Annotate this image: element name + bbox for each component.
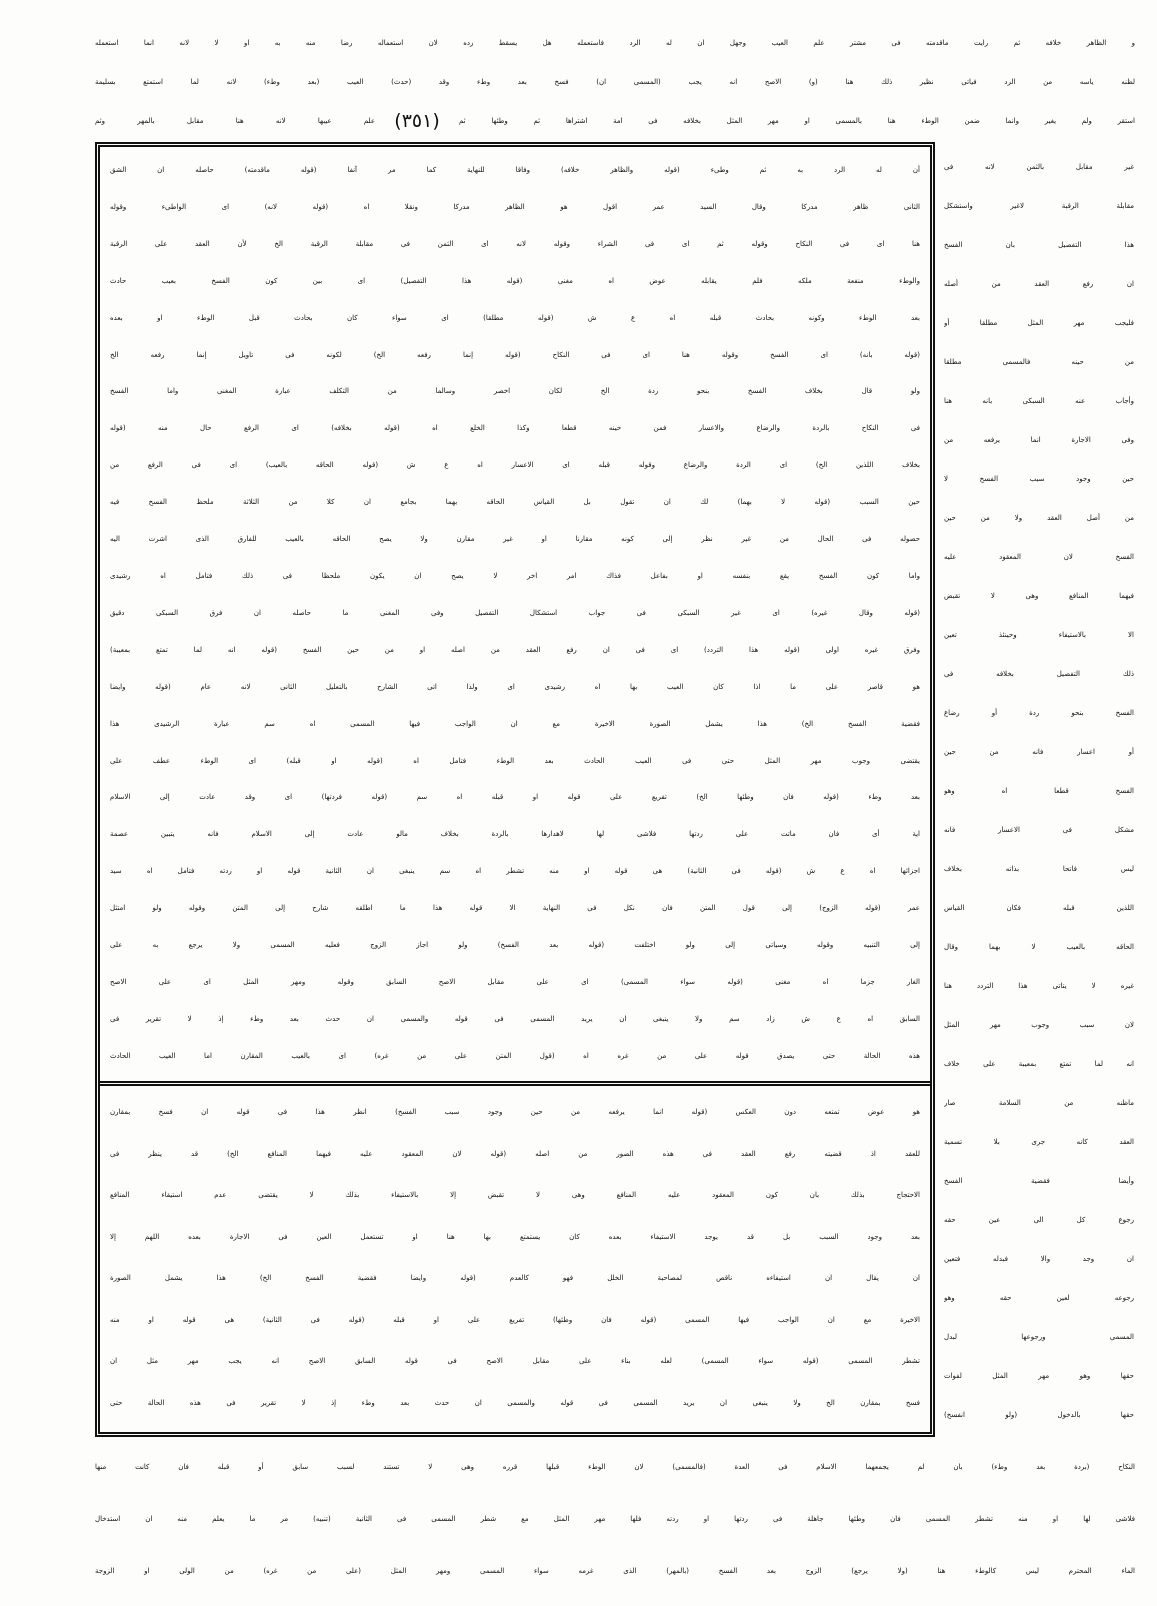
- margin-column-line: الفسخ لان المعقود عليه: [944, 553, 1134, 561]
- commentary-line: للعقد اذ قضيته رفع العقد فى هذه الصور من اصله (قوله لان المعقود عليه فيهما المنافع الخ) قد ينظر فى: [110, 1149, 920, 1158]
- commentary-line: واما كون الفسخ يقع بنفسه او بفاعل فذاك امر اخر لا يصح ان يكون ملحظا فى ذلك فتامل اه رشيدى: [110, 571, 920, 580]
- margin-column-line: ماظنه من السلامة صار: [944, 1099, 1134, 1107]
- main-text-bottom: [95, 1450, 1135, 1588]
- margin-column-line: العقد كانه جرى بلا تسمية: [944, 1138, 1134, 1146]
- margin-column-line: ان رفع العقد من أصله: [944, 280, 1134, 288]
- commentary-line: (قوله بانه) اى الفسخ وقوله هنا اى فى النكاح (قوله إنما رفعه الخ) لكونه فى تاويل إنما رفعه الخ: [110, 350, 920, 359]
- margin-column-line: حقها وهو مهر المثل لفوات: [944, 1372, 1134, 1380]
- margin-column-line: رجوع كل الى عين حقه: [944, 1216, 1134, 1224]
- commentary-line: أن له الرد به ثم وطىء (قوله والظاهر خلافه) وفاقا للنهاية كما مر آنفا (قوله ماقدمته) حاصله ان الشق: [110, 166, 920, 174]
- margin-column-line: الفسخ بنحو ردة أو رضاع: [944, 709, 1134, 717]
- margin-column-line: رجوعه لعين حقه وهو: [944, 1294, 1134, 1302]
- margin-column-line: ليس فاتحا بذاته بخلاف: [944, 865, 1134, 873]
- commentary-line: فى النكاح بالردة والرضاع والاعسار فمن حينه قطعا وكذا الخلع اه (قوله بخلافه) اى الرفع حال منه (قوله: [110, 424, 920, 433]
- commentary-line: الاخيرة مع ان الواجب فيها المسمى (قوله فان وطئها) تفريع على او قبله (قوله فى الثانية) هى قوله او منه: [110, 1315, 920, 1324]
- margin-column-line: مشكل فى الاعسار فانه: [944, 826, 1134, 834]
- commentary-line: والوطء منفعة ملكه فلم يقابله عوض اه مغنى (قوله هذا التفصيل) اى بين كون الفسخ بعيب حادث: [110, 276, 920, 285]
- commentary-line: هو عوض تمتعه دون العكس (قوله انما يرفعه من حين وجود سبب الفسخ) انظر هذا فى قوله ان فسخ بمقارن: [110, 1108, 920, 1116]
- commentary-divider: [100, 1081, 930, 1086]
- commentary-line: يقتضى وجوب مهر المثل حتى فى العيب الحادث بعد الوطء فتامل اه (قوله او قبله) اى الوطء عطف على: [110, 756, 920, 765]
- text-line: النكاح (بردة بعد وطء) بان لم يجمعهما الاسلام فى العدة (فالمسمى) لان الوطء قبلها قرره وهى لا تستند لسبب سابق أو قبله فان كانت منها: [95, 1463, 1135, 1471]
- text-line-with-page-number: [95, 104, 1135, 138]
- commentary-line: الاحتجاج بذلك بان كون المعقود عليه المنافع وهى لا تقبض إلا بالاستيفاء بذلك لا يقتضى عدم استيفاء المنافع: [110, 1191, 920, 1200]
- commentary-line: هنا اى فى النكاح وقوله ثم اى فى الشراء وقوله لانه اى الثمن فى مقابلة الرقبة الخ لأن العقد على الرقبة: [110, 239, 920, 248]
- page-number: (٣٥١): [394, 110, 440, 132]
- commentary-section-1: [110, 153, 920, 1073]
- commentary-line: اية أى فان ماتت على ردتها فلاشى لها لاهدارها بالردة بخلاف مالو عادت إلى الاسلام فانه يتبين عصمة: [110, 830, 920, 839]
- commentary-line: حصوله فى الحال من غير نظر إلى كونه مقارنا او غير مقارن ولا يصح الحاقه بالعيب للفارق الذى اشرت اليه: [110, 535, 920, 544]
- margin-column-line: وأجاب عنه السبكى بانه هنا: [944, 397, 1134, 405]
- margin-column: [944, 150, 1134, 1432]
- text-line: و الظاهر خلافه ثم رايت ماقدمته فى مشتر علم العيب وجهل ان له الرد فاستعمله هل يسقط رده لان استعماله رضا منه به او لا لانه انما استعمله: [95, 39, 1135, 47]
- margin-column-line: الفسخ قطعا اه وهو: [944, 787, 1134, 795]
- commentary-line: بعد وطء (قوله فان وطئها الخ) تفريع على قوله او قبله اه سم (قوله فردتها) اى وقد عادت إلى الاسلام: [110, 793, 920, 802]
- commentary-line: السابق اه ع ش زاد سم ولا ينبغى ان يريد المسمى فى قوله والمسمى ان حدث بعد وطء إذ لا تقرير فى: [110, 1014, 920, 1023]
- margin-column-line: الحاقه بالعيب لا بهما وقال: [944, 943, 1134, 951]
- margin-column-line: فليجب مهر المثل مطلقا أو: [944, 319, 1134, 327]
- commentary-line: (قوله وقال غيره) اى غير السبكى فى جواب استشكال التفصيل وفى المغنى ما حاصله ان فرق السبكى دقيق: [110, 608, 920, 617]
- text-line: الماء المحترم ليس كالوطء هنا (ولا يرجع) الزوج بعد الفسخ (بالمهر) الذى غرمه سواء المسمى ومهر المثل (على من غره) من الولى او الزوجة: [95, 1567, 1135, 1575]
- commentary-line: بعد الوطء وكونه بحادث قبله اه ع ش (قوله مطلقا) اى سواء كان بحادث قبل الوطء او بعده: [110, 313, 920, 322]
- text-line: فلاشى لها او منه تشطر المسمى فان وطئها جاهلة فى ردتها او ردته فلها مهر المثل مع شطر المسمى فى الثانية (تنبيه) مر ما يعلم منه ان استدخال: [95, 1515, 1135, 1523]
- text-line: لظنه ياسه من الرد فياتى نظير ذلك هنا (و) الاصح انه يجب (المسمى ان) فسخ بعد وطء وقد (حدث) العيب (بعد وطء) لانه لما استمتع بسليمة: [95, 78, 1135, 86]
- margin-column-line: ان وجد والا فبدله فتعين: [944, 1255, 1134, 1263]
- margin-column-line: غير مقابل بالثمن لانه فى: [944, 163, 1134, 171]
- margin-column-line: حين وجود سبب الفسخ لا: [944, 475, 1134, 483]
- margin-column-line: المسمى ورجوعها لبدل: [944, 1333, 1134, 1341]
- commentary-box: [95, 142, 935, 1437]
- commentary-line: بعد وجود السبب بل قد يوجد الاستيفاء بعده كان يستمتع بها هنا او تستعمل العين فى الاجارة بعده اللهم إلا: [110, 1232, 920, 1241]
- margin-column-line: مقابلة الرقبة لاغير واستشكل: [944, 202, 1134, 210]
- margin-column-line: وفى الاجارة انما يرفعه من: [944, 436, 1134, 444]
- commentary-line: عمر (قوله الزوج) إلى قول المتن فان نكل فى النهاية الا قوله هذا ما اطلقه شارح إلى المتن وقوله ولو امتثل: [110, 904, 920, 913]
- margin-column-line: غيره لا يتاتى هذا التردد هنا: [944, 982, 1134, 990]
- margin-column-line: الا بالاستيفاء وحينئذ تعين: [944, 631, 1134, 639]
- margin-column-line: اللذين قبله فكان القياس: [944, 904, 1134, 912]
- commentary-line: فقضية الفسخ الخ) هذا يشمل الصورة الاخيرة مع ان الواجب فيها المسمى اه سم عبارة الرشيدى هذا: [110, 719, 920, 728]
- margin-column-line: من حينه فالمسمى مطلقا: [944, 358, 1134, 366]
- commentary-line: فسخ بمقارن الخ ولا ينبغى ان يريد المسمى فى قوله والمسمى ان حدث بعد وطء إذ لا تقرير فى هذه الحالة حتى: [110, 1398, 920, 1407]
- commentary-line: هو قاصر على ما اذا كان العيب بها اه رشيدى اى ولذا اتى الشارح بالتعليل الثانى لانه عام (قوله وايضا: [110, 682, 920, 691]
- margin-column-line: حقها بالدخول (ولو انفسخ): [944, 1411, 1134, 1419]
- margin-column-line: أو اعسار فانه من حين: [944, 748, 1134, 756]
- commentary-line: اجزائها اه ع ش (قوله فى الثانية) هى قوله او منه تشطر اه سم ينبغى ان الثانية قوله او ردته فتامل اه سيد: [110, 867, 920, 876]
- text-line-segment: علم عيبها لانه هنا مقابل بالمهر وثم: [95, 117, 375, 125]
- margin-column-line: انه لما تمتع بمعيبة على خلاف: [944, 1060, 1134, 1068]
- margin-column-line: من أصل العقد ولا من حين: [944, 514, 1134, 522]
- commentary-line: حين السبب (قوله لا بهما) لك ان تقول بل القياس الحاقه بهما بجامع ان كلا من الثلاثة ملحظ الفسخ فيه: [110, 498, 920, 507]
- commentary-line: إلى التنبيه وقوله وسياتى إلى ولو اختلفت (قوله بعد الفسخ) ولو اجاز الزوج فعليه المسمى ولا يرجع به على: [110, 941, 920, 950]
- commentary-line: تشطر المسمى (قوله سواء المسمى) لعله بناء على مقابل الاصح فى قوله السابق الاصح انه يجب مهر مثل ان: [110, 1357, 920, 1366]
- commentary-line: ان يقال ان استيفاءه ناقص لمصاحبة الخلل فهو كالعدم (قوله وايضا فقضية الفسخ الخ) هذا يشمل الصورة: [110, 1274, 920, 1283]
- commentary-line: بخلاف اللذين الخ) اى الردة والرضاع وقوله قبله اى الاعسار اه ع ش (قوله الحاقه بالعيب) اى فى الرفع من: [110, 461, 920, 470]
- commentary-line: الغار جزما اه مغنى (قوله سواء المسمى) اى على مقابل الاصح السابق وقوله ومهر المثل اى على الاصح: [110, 977, 920, 986]
- margin-column-line: فيهما المنافع وهى لا تقبض: [944, 592, 1134, 600]
- margin-column-line: لان سبب وجوب مهر المثل: [944, 1021, 1134, 1029]
- margin-column-line: هذا التفصيل بان الفسخ: [944, 241, 1134, 249]
- margin-column-line: ذلك التفصيل بخلافه فى: [944, 670, 1134, 678]
- commentary-line: وفرق غيره اولى (قوله هذا التردد) اى فى ان رفع العقد من اصله او من حين الفسخ (قوله انه لما تمتع بمعيبة): [110, 645, 920, 654]
- main-text-top: [95, 26, 1135, 138]
- text-line-segment: استقر ولم يغير وانما ضمن الوطء هنا بالمسمى او مهر المثل بخلافه فى امة اشتراها ثم وطئها ثم: [459, 117, 1135, 125]
- commentary-line: الثانى ظاهر مدركا وقال السيد عمر اقول هو الظاهر مدركا ونقلا اه (قوله لانه) اى الواطىء وقوله: [110, 202, 920, 211]
- commentary-section-2: [110, 1095, 920, 1420]
- commentary-line: هذه الحالة حتى يصدق قوله على من غره اه (قول المتن على من غره) اى بالعيب المقارن اما العيب الحادث: [110, 1051, 920, 1060]
- commentary-line: ولو قال بخلاف الفسخ بنحو ردة الخ لكان اخصر وسالما من التكلف عبارة المغنى واما الفسخ: [110, 387, 920, 396]
- margin-column-line: وأيضا فقضية الفسخ: [944, 1177, 1134, 1185]
